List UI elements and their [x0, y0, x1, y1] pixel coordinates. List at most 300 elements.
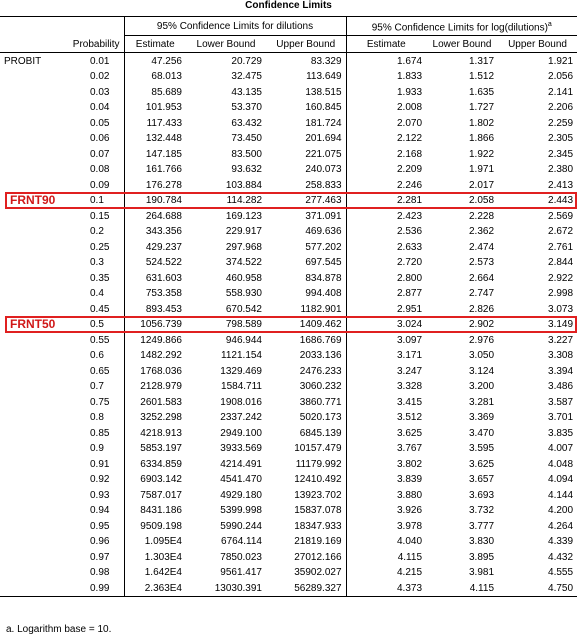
- log-estimate-cell: 3.415: [346, 394, 426, 410]
- upper-bound-cell: 13923.702: [294, 489, 342, 501]
- log-lower-bound-cell: 2.228: [468, 210, 495, 222]
- log-estimate-cell: 2.633: [346, 239, 426, 255]
- estimate-cell: 68.013: [124, 69, 186, 85]
- table-row: [0, 177, 577, 193]
- log-upper-bound-cell: 4.200: [548, 505, 574, 517]
- method-cell: [0, 379, 62, 395]
- lower-bound-cell: 5399.998: [220, 505, 262, 517]
- log-lower-bound-cell: 3.124: [468, 365, 495, 377]
- log-upper-bound-cell: 2.569: [548, 210, 574, 222]
- probability-cell: 0.45: [90, 303, 110, 315]
- log-lower-bound-cell: 3.732: [468, 505, 495, 517]
- log-lower-bound-cell: 3.200: [468, 381, 495, 393]
- upper-bound-cell: 18347.933: [294, 520, 342, 532]
- log-estimate-cell: 2.008: [346, 100, 426, 116]
- probability-cell: 0.3: [90, 257, 104, 269]
- log-estimate-cell: 2.168: [346, 146, 426, 162]
- log-estimate-cell: 4.373: [346, 580, 426, 596]
- column-header-log-lower-bound: Lower Bound: [426, 36, 498, 53]
- log-estimate-cell: 1.933: [346, 84, 426, 100]
- probability-cell: 0.02: [90, 71, 110, 83]
- upper-bound-cell: 994.408: [305, 288, 342, 300]
- log-estimate-cell: 2.423: [346, 208, 426, 224]
- table-row: [0, 534, 577, 550]
- lower-bound-cell: 374.522: [225, 257, 262, 269]
- log-upper-bound-cell: 3.394: [548, 365, 574, 377]
- log-estimate-cell: 2.122: [346, 131, 426, 147]
- estimate-cell: 1768.036: [124, 363, 186, 379]
- probability-cell: 0.7: [90, 381, 104, 393]
- estimate-cell: 101.953: [124, 100, 186, 116]
- log-estimate-cell: 3.625: [346, 425, 426, 441]
- estimate-cell: 1249.866: [124, 332, 186, 348]
- log-lower-bound-cell: 3.470: [468, 427, 495, 439]
- lower-bound-cell: 53.370: [231, 102, 262, 114]
- lower-bound-cell: 1121.154: [221, 350, 262, 362]
- table-row: [0, 487, 577, 503]
- estimate-cell: 47.256: [124, 53, 186, 69]
- log-lower-bound-cell: 1.727: [468, 102, 495, 114]
- upper-bound-cell: 181.724: [305, 117, 342, 129]
- log-estimate-cell: 3.978: [346, 518, 426, 534]
- log-estimate-cell: 2.720: [346, 255, 426, 271]
- log-upper-bound-cell: 3.227: [548, 334, 574, 346]
- log-upper-bound-cell: 3.835: [548, 427, 574, 439]
- method-cell: [0, 549, 62, 565]
- table-row: [0, 363, 577, 379]
- log-upper-bound-cell: 3.073: [548, 303, 574, 315]
- method-cell: [0, 503, 62, 519]
- estimate-cell: 161.766: [124, 162, 186, 178]
- estimate-cell: 1.303E4: [124, 549, 186, 565]
- log-lower-bound-cell: 3.981: [468, 567, 495, 579]
- upper-bound-cell: 15837.078: [294, 505, 342, 517]
- log-lower-bound-cell: 4.115: [426, 580, 498, 596]
- table-row: [0, 317, 577, 333]
- method-cell: [0, 286, 62, 302]
- log-upper-bound-cell: 2.761: [548, 241, 574, 253]
- method-cell: [0, 115, 62, 131]
- probability-cell: 0.96: [90, 536, 110, 548]
- method-cell: [0, 394, 62, 410]
- probability-cell: 0.9: [90, 443, 104, 455]
- frnt90-label: FRNT90: [10, 193, 56, 208]
- estimate-cell: 3252.298: [124, 410, 186, 426]
- confidence-limits-table: [0, 16, 577, 597]
- probability-cell: 0.07: [90, 148, 110, 160]
- footnote: a. Logarithm base = 10.: [6, 624, 112, 635]
- probability-cell: 0.1: [90, 195, 104, 207]
- log-lower-bound-cell: 2.664: [468, 272, 495, 284]
- estimate-cell: 1.642E4: [124, 565, 186, 581]
- method-cell: [0, 580, 62, 596]
- method-cell: [0, 534, 62, 550]
- method-cell: [0, 255, 62, 271]
- lower-bound-cell: 558.930: [225, 288, 262, 300]
- lower-bound-cell: 43.135: [231, 86, 262, 98]
- upper-bound-cell: 277.463: [305, 195, 342, 207]
- probability-cell: 0.92: [90, 474, 110, 486]
- estimate-cell: 147.185: [124, 146, 186, 162]
- table-row: [0, 394, 577, 410]
- lower-bound-cell: 7850.023: [220, 551, 262, 563]
- estimate-cell: 6903.142: [124, 472, 186, 488]
- upper-bound-cell: 11179.992: [295, 458, 342, 470]
- probability-cell: 0.08: [90, 164, 110, 176]
- method-cell: [0, 69, 62, 85]
- upper-bound-cell: 201.694: [305, 133, 342, 145]
- upper-bound-cell: 697.545: [305, 257, 342, 269]
- estimate-cell: 190.784: [124, 193, 186, 209]
- upper-bound-cell: 258.833: [305, 179, 342, 191]
- method-cell: [0, 146, 62, 162]
- log-estimate-cell: 3.247: [346, 363, 426, 379]
- log-lower-bound-cell: 3.693: [468, 489, 495, 501]
- method-cell: [0, 332, 62, 348]
- probability-cell: 0.99: [62, 580, 124, 596]
- upper-bound-cell: 3860.771: [299, 396, 342, 408]
- lower-bound-cell: 2949.100: [220, 427, 262, 439]
- log-upper-bound-cell: 2.305: [548, 133, 574, 145]
- log-estimate-cell: 3.512: [346, 410, 426, 426]
- lower-bound-cell: 169.123: [225, 210, 262, 222]
- log-estimate-cell: 2.536: [346, 224, 426, 240]
- method-cell: [0, 177, 62, 193]
- log-upper-bound-cell: 4.144: [548, 489, 574, 501]
- method-cell: [0, 239, 62, 255]
- probability-cell: 0.93: [90, 489, 110, 501]
- upper-bound-cell: 83.329: [310, 55, 342, 67]
- log-upper-bound-cell: 4.432: [548, 551, 574, 563]
- upper-bound-cell: 138.515: [305, 86, 342, 98]
- upper-bound-cell: 10157.479: [294, 443, 342, 455]
- upper-bound-cell: 21819.169: [294, 536, 342, 548]
- group-header-log-dilutions: 95% Confidence Limits for log(dilutions)$^a$: [346, 17, 577, 36]
- log-lower-bound-cell: 3.050: [468, 350, 495, 362]
- log-upper-bound-cell: 2.259: [548, 117, 574, 129]
- log-lower-bound-cell: 2.573: [468, 257, 495, 269]
- lower-bound-cell: 83.500: [231, 148, 262, 160]
- upper-bound-cell: 160.845: [305, 102, 342, 114]
- table-row: [0, 84, 577, 100]
- log-lower-bound-cell: 1.922: [468, 148, 495, 160]
- estimate-cell: 893.453: [124, 301, 186, 317]
- log-upper-bound-cell: 4.555: [548, 567, 574, 579]
- log-lower-bound-cell: 3.595: [468, 443, 495, 455]
- log-lower-bound-cell: 2.902: [468, 319, 495, 331]
- table-row: [0, 549, 577, 565]
- lower-bound-cell: 93.632: [231, 164, 262, 176]
- log-estimate-cell: 1.833: [346, 69, 426, 85]
- log-upper-bound-cell: 2.380: [548, 164, 574, 176]
- upper-bound-cell: 12410.492: [294, 474, 342, 486]
- lower-bound-cell: 63.432: [231, 117, 262, 129]
- log-estimate-cell: 3.328: [346, 379, 426, 395]
- lower-bound-cell: 5990.244: [220, 520, 262, 532]
- probability-cell: 0.15: [90, 210, 110, 222]
- lower-bound-cell: 1908.016: [220, 396, 262, 408]
- log-upper-bound-cell: 4.094: [548, 474, 574, 486]
- probability-cell: 0.55: [90, 334, 110, 346]
- method-cell: [0, 224, 62, 240]
- log-estimate-cell: 4.215: [346, 565, 426, 581]
- method-cell: [0, 472, 62, 488]
- log-lower-bound-cell: 2.826: [468, 303, 495, 315]
- lower-bound-cell: 1584.711: [221, 381, 262, 393]
- log-estimate-cell: 3.839: [346, 472, 426, 488]
- log-upper-bound-cell: 2.141: [548, 86, 574, 98]
- upper-bound-cell: 221.075: [305, 148, 342, 160]
- table-row: [0, 456, 577, 472]
- log-upper-bound-cell: 2.206: [548, 102, 574, 114]
- probability-cell: 0.04: [90, 102, 110, 114]
- probability-cell: 0.8: [90, 412, 104, 424]
- table-row: [0, 379, 577, 395]
- lower-bound-cell: 114.282: [226, 195, 262, 207]
- log-lower-bound-cell: 3.830: [468, 536, 495, 548]
- table-row: [0, 224, 577, 240]
- probability-cell: 0.94: [90, 505, 110, 517]
- log-upper-bound-cell: 2.443: [548, 195, 574, 207]
- log-lower-bound-cell: 1.512: [468, 71, 495, 83]
- upper-bound-cell: 2033.136: [299, 350, 342, 362]
- log-upper-bound-cell: 3.308: [548, 350, 574, 362]
- log-estimate-cell: 2.877: [346, 286, 426, 302]
- column-header-lower-bound: Lower Bound: [186, 36, 266, 53]
- table-row: [0, 286, 577, 302]
- upper-bound-cell: 56289.327: [266, 580, 346, 596]
- log-lower-bound-cell: 3.281: [468, 396, 495, 408]
- upper-bound-cell: 27012.166: [294, 551, 342, 563]
- log-upper-bound-cell: 4.007: [548, 443, 574, 455]
- estimate-cell: 1.095E4: [124, 534, 186, 550]
- probability-cell: 0.95: [90, 520, 110, 532]
- lower-bound-cell: 4214.491: [220, 458, 262, 470]
- upper-bound-cell: 35902.027: [294, 567, 342, 579]
- log-upper-bound-cell: 2.345: [548, 148, 574, 160]
- log-estimate-cell: 2.209: [346, 162, 426, 178]
- table-row: [0, 301, 577, 317]
- group-header-dilutions: 95% Confidence Limits for dilutions: [124, 17, 346, 36]
- upper-bound-cell: 6845.139: [299, 427, 342, 439]
- estimate-cell: 6334.859: [124, 456, 186, 472]
- method-cell: [0, 208, 62, 224]
- lower-bound-cell: 2337.242: [220, 412, 262, 424]
- probability-cell: 0.6: [90, 350, 104, 362]
- estimate-cell: 1056.739: [124, 317, 186, 333]
- lower-bound-cell: 670.542: [225, 303, 262, 315]
- method-cell: [0, 518, 62, 534]
- lower-bound-cell: 13030.391: [186, 580, 266, 596]
- upper-bound-cell: 577.202: [305, 241, 342, 253]
- probability-cell: 0.85: [90, 427, 110, 439]
- log-upper-bound-cell: 3.486: [548, 381, 574, 393]
- log-estimate-cell: 4.115: [346, 549, 426, 565]
- log-lower-bound-cell: 2.362: [468, 226, 495, 238]
- log-upper-bound-cell: 4.750: [498, 580, 577, 596]
- column-header-probability: Probability: [62, 36, 124, 53]
- log-lower-bound-cell: 3.777: [468, 520, 495, 532]
- log-estimate-cell: 2.246: [346, 177, 426, 193]
- lower-bound-cell: 3933.569: [220, 443, 262, 455]
- upper-bound-cell: 1182.901: [300, 303, 342, 315]
- log-upper-bound-cell: 3.149: [548, 319, 574, 331]
- log-estimate-cell: 3.767: [346, 441, 426, 457]
- table-row: [0, 348, 577, 364]
- lower-bound-cell: 297.968: [225, 241, 262, 253]
- header-row-groups: [0, 17, 577, 36]
- probability-cell: 0.5: [90, 319, 104, 331]
- probability-cell: 0.2: [90, 226, 104, 238]
- estimate-cell: 8431.186: [124, 503, 186, 519]
- estimate-cell: 5853.197: [124, 441, 186, 457]
- estimate-cell: 4218.913: [124, 425, 186, 441]
- estimate-cell: 753.358: [124, 286, 186, 302]
- table-row: [0, 162, 577, 178]
- log-upper-bound-cell: 4.048: [548, 458, 574, 470]
- column-header-estimate: Estimate: [124, 36, 186, 53]
- log-upper-bound-cell: 2.413: [548, 179, 574, 191]
- estimate-cell: 117.433: [124, 115, 186, 131]
- probability-cell: 0.97: [90, 551, 110, 563]
- log-lower-bound-cell: 2.017: [468, 179, 495, 191]
- log-lower-bound-cell: 1.635: [468, 86, 495, 98]
- probability-cell: 0.01: [90, 55, 110, 67]
- log-lower-bound-cell: 2.976: [468, 334, 495, 346]
- log-estimate-cell: 2.070: [346, 115, 426, 131]
- log-estimate-cell: 3.024: [346, 317, 426, 333]
- table-row: [0, 53, 577, 69]
- column-header-upper-bound: Upper Bound: [266, 36, 346, 53]
- estimate-cell: 176.278: [124, 177, 186, 193]
- upper-bound-cell: 2476.233: [299, 365, 342, 377]
- estimate-cell: 343.356: [124, 224, 186, 240]
- lower-bound-cell: 73.450: [231, 133, 262, 145]
- table-row: [0, 239, 577, 255]
- log-lower-bound-cell: 2.474: [468, 241, 495, 253]
- log-upper-bound-cell: 3.701: [548, 412, 574, 424]
- log-lower-bound-cell: 3.369: [468, 412, 495, 424]
- upper-bound-cell: 3060.232: [299, 381, 342, 393]
- log-lower-bound-cell: 3.625: [468, 458, 495, 470]
- lower-bound-cell: 6764.114: [221, 536, 262, 548]
- method-cell: [0, 100, 62, 116]
- method-cell: [0, 84, 62, 100]
- method-cell: [0, 487, 62, 503]
- lower-bound-cell: 103.884: [225, 179, 262, 191]
- probability-cell: 0.91: [90, 458, 110, 470]
- table-row: [0, 472, 577, 488]
- log-estimate-cell: 4.040: [346, 534, 426, 550]
- method-cell: [0, 131, 62, 147]
- probability-cell: 0.06: [90, 133, 110, 145]
- log-lower-bound-cell: 2.058: [468, 195, 495, 207]
- estimate-cell: 9509.198: [124, 518, 186, 534]
- log-estimate-cell: 3.926: [346, 503, 426, 519]
- log-lower-bound-cell: 3.895: [468, 551, 495, 563]
- table-row: [0, 332, 577, 348]
- lower-bound-cell: 1329.469: [220, 365, 262, 377]
- lower-bound-cell: 460.958: [225, 272, 262, 284]
- upper-bound-cell: 240.073: [305, 164, 342, 176]
- lower-bound-cell: 20.729: [231, 55, 262, 67]
- estimate-cell: 631.603: [124, 270, 186, 286]
- upper-bound-cell: 469.636: [305, 226, 342, 238]
- table-row: [0, 255, 577, 271]
- log-estimate-cell: 1.674: [346, 53, 426, 69]
- log-lower-bound-cell: 1.971: [468, 164, 495, 176]
- probability-cell: 0.75: [90, 396, 110, 408]
- method-cell: [0, 456, 62, 472]
- table-row: [0, 503, 577, 519]
- log-upper-bound-cell: 2.056: [548, 71, 574, 83]
- estimate-cell: 7587.017: [124, 487, 186, 503]
- upper-bound-cell: 113.649: [306, 71, 342, 83]
- method-cell: [0, 270, 62, 286]
- table-row: [0, 410, 577, 426]
- upper-bound-cell: 834.878: [305, 272, 342, 284]
- method-cell: [0, 565, 62, 581]
- log-estimate-cell: 3.880: [346, 487, 426, 503]
- lower-bound-cell: 4929.180: [220, 489, 262, 501]
- method-cell: [0, 348, 62, 364]
- probability-cell: 0.65: [90, 365, 110, 377]
- log-lower-bound-cell: 1.866: [468, 133, 495, 145]
- lower-bound-cell: 229.917: [225, 226, 262, 238]
- estimate-cell: 2601.583: [124, 394, 186, 410]
- log-upper-bound-cell: 4.264: [548, 520, 574, 532]
- table-row: [0, 146, 577, 162]
- probability-cell: 0.09: [90, 179, 110, 191]
- header-row-columns: [0, 36, 577, 53]
- log-estimate-cell: 3.171: [346, 348, 426, 364]
- log-estimate-cell: 2.800: [346, 270, 426, 286]
- probability-cell: 0.98: [90, 567, 110, 579]
- lower-bound-cell: 946.944: [225, 334, 262, 346]
- log-upper-bound-cell: 4.339: [548, 536, 574, 548]
- log-upper-bound-cell: 2.922: [548, 272, 574, 284]
- log-upper-bound-cell: 1.921: [548, 55, 574, 67]
- method-cell: [0, 410, 62, 426]
- log-lower-bound-cell: 2.747: [468, 288, 495, 300]
- upper-bound-cell: 371.091: [305, 210, 342, 222]
- upper-bound-cell: 1686.769: [299, 334, 342, 346]
- method-cell: [0, 441, 62, 457]
- log-upper-bound-cell: 2.998: [548, 288, 574, 300]
- estimate-cell: 524.522: [124, 255, 186, 271]
- log-estimate-cell: 3.802: [346, 456, 426, 472]
- table-title: Confidence Limits: [245, 0, 332, 11]
- probability-cell: 0.25: [90, 241, 110, 253]
- estimate-cell: 1482.292: [124, 348, 186, 364]
- log-upper-bound-cell: 3.587: [548, 396, 574, 408]
- table-row: [0, 193, 577, 209]
- log-estimate-cell: 2.281: [346, 193, 426, 209]
- probability-cell: 0.03: [90, 86, 110, 98]
- column-header-log-estimate: Estimate: [346, 36, 426, 53]
- frnt50-label: FRNT50: [10, 317, 56, 332]
- table-row: [0, 69, 577, 85]
- probability-cell: 0.4: [90, 288, 104, 300]
- lower-bound-cell: 4541.470: [220, 474, 262, 486]
- log-upper-bound-cell: 2.672: [548, 226, 574, 238]
- table-row: [0, 100, 577, 116]
- log-estimate-cell: 3.097: [346, 332, 426, 348]
- upper-bound-cell: 5020.173: [299, 412, 342, 424]
- estimate-cell: 85.689: [124, 84, 186, 100]
- lower-bound-cell: 798.589: [225, 319, 262, 331]
- log-lower-bound-cell: 1.317: [468, 55, 495, 67]
